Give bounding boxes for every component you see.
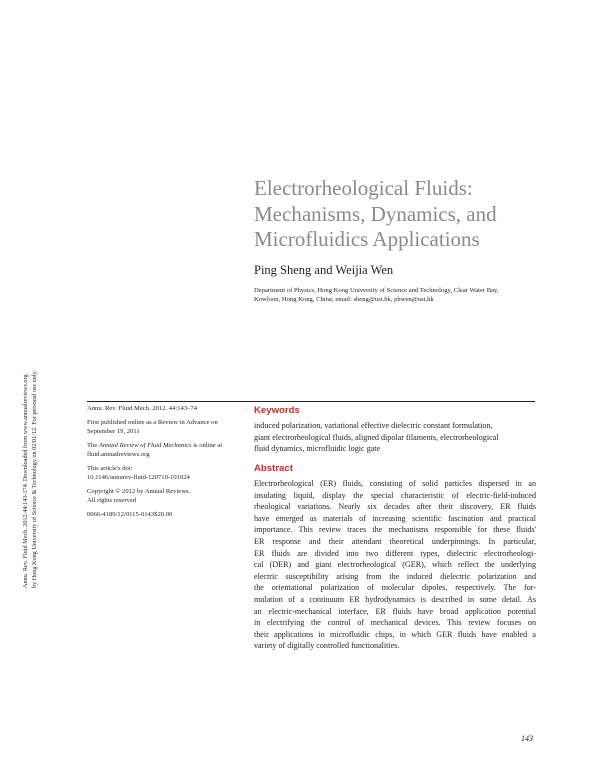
abstract-line: variety of digitally controlled functionalities. — [254, 641, 400, 651]
abstract-line: have emerged as materials of increasing scientific fascination and practical — [254, 513, 536, 523]
abstract-text — [254, 478, 536, 652]
abstract-line: rheological variations. Nearly six decades after their discovery, ER fluids — [254, 502, 536, 512]
abstract-line: insulating liquid, display the special characteristic of electric-field-induced — [254, 490, 536, 500]
page-number: 143 — [521, 734, 533, 743]
download-notice-line-2: by Hong Kong University of Science & Technology on 02/01/12. For personal use only. — [30, 370, 38, 588]
download-notice-line-1: Annu. Rev. Fluid Mech. 2012.44:143-174. Downloaded from www.annualreviews.org — [22, 374, 29, 588]
abstract-line: cal (DER) and giant electrorheological (GER), which reflect the underlying — [254, 560, 536, 570]
first-published-line-2: September 19, 2011 — [87, 428, 140, 436]
abstract-line: in electrifying the control of mechanical devices. This review focuses on — [254, 618, 536, 628]
abstract-line: ER response and their attendant theoretical underpinnings. In particular, — [254, 536, 536, 546]
journal-name: Annual Review of Fluid Mechanics — [98, 441, 192, 449]
journal-url[interactable]: fluid.annualreviews.org — [87, 451, 150, 459]
keywords-line-1: induced polarization, variational effective dielectric constant formulation, — [254, 421, 493, 430]
keywords-line-2: giant electrorheological fluids, aligned dipolar filaments, electrorheological — [254, 432, 499, 442]
online-prefix: The — [87, 441, 99, 449]
section-divider — [87, 401, 535, 402]
rights-notice: All rights reserved — [87, 497, 137, 505]
issn: 0066-4189/12/0115-0143$20.00 — [87, 511, 173, 519]
doi-label: This article's doi: — [87, 464, 133, 472]
affiliation-line-2: Kowloon, Hong Kong, China; email: sheng@ust.hk, phwen@ust.hk — [254, 296, 434, 304]
keywords-list — [254, 420, 539, 455]
title-line-1: Electrorheological Fluids: — [254, 176, 473, 200]
title-line-3: Microfluidics Applications — [254, 227, 480, 251]
abstract-line: ER fluids are divided into two different types, dielectric electrorheologi- — [254, 548, 536, 558]
doi-value[interactable]: 10.1146/annurev-fluid-120710-101024 — [87, 474, 190, 482]
title-line-2: Mechanisms, Dynamics, and — [254, 201, 497, 226]
article-title — [254, 176, 574, 253]
first-published-line-1: First published online as a Review in Advance on — [87, 418, 218, 426]
article-metadata — [87, 404, 237, 524]
abstract-line: mulation of a continuum ER hydrodynamics is described in some detail. As — [254, 594, 536, 604]
online-availability — [87, 441, 237, 450]
abstract-line: the orientational polarization of molecular dipoles, respectively. The for- — [254, 583, 536, 593]
abstract-line: electric susceptibility arising from the induced dielectric polarization and — [254, 571, 536, 581]
author-affiliation — [254, 286, 554, 305]
copyright-notice: Copyright © 2012 by Annual Reviews. — [87, 488, 191, 496]
download-notice — [22, 248, 39, 588]
abstract-line: importance. This review traces the mechanisms responsible for these fluids' — [254, 525, 536, 535]
citation: Annu. Rev. Fluid Mech. 2012. 44:143–74 — [87, 405, 198, 412]
abstract-line: Electrorheological (ER) fluids, consisting of solid particles dispersed in an — [254, 479, 536, 488]
affiliation-line-1: Department of Physics, Hong Kong University of Science and Technology, Clear Water Bay, — [254, 287, 499, 294]
keywords-line-3: fluid dynamics, microfluidic logic gate — [254, 444, 381, 454]
abstract-line: an electric-mechanical interface, ER fluids have broad application potential — [254, 606, 536, 616]
author-names: Ping Sheng and Weijia Wen — [254, 263, 394, 277]
abstract-heading: Abstract — [254, 463, 293, 474]
abstract-line: their applications in microfluidic chips, in which GER fluids have enabled a — [254, 629, 536, 639]
keywords-heading: Keywords — [254, 405, 300, 416]
online-suffix: is online at — [191, 441, 223, 449]
